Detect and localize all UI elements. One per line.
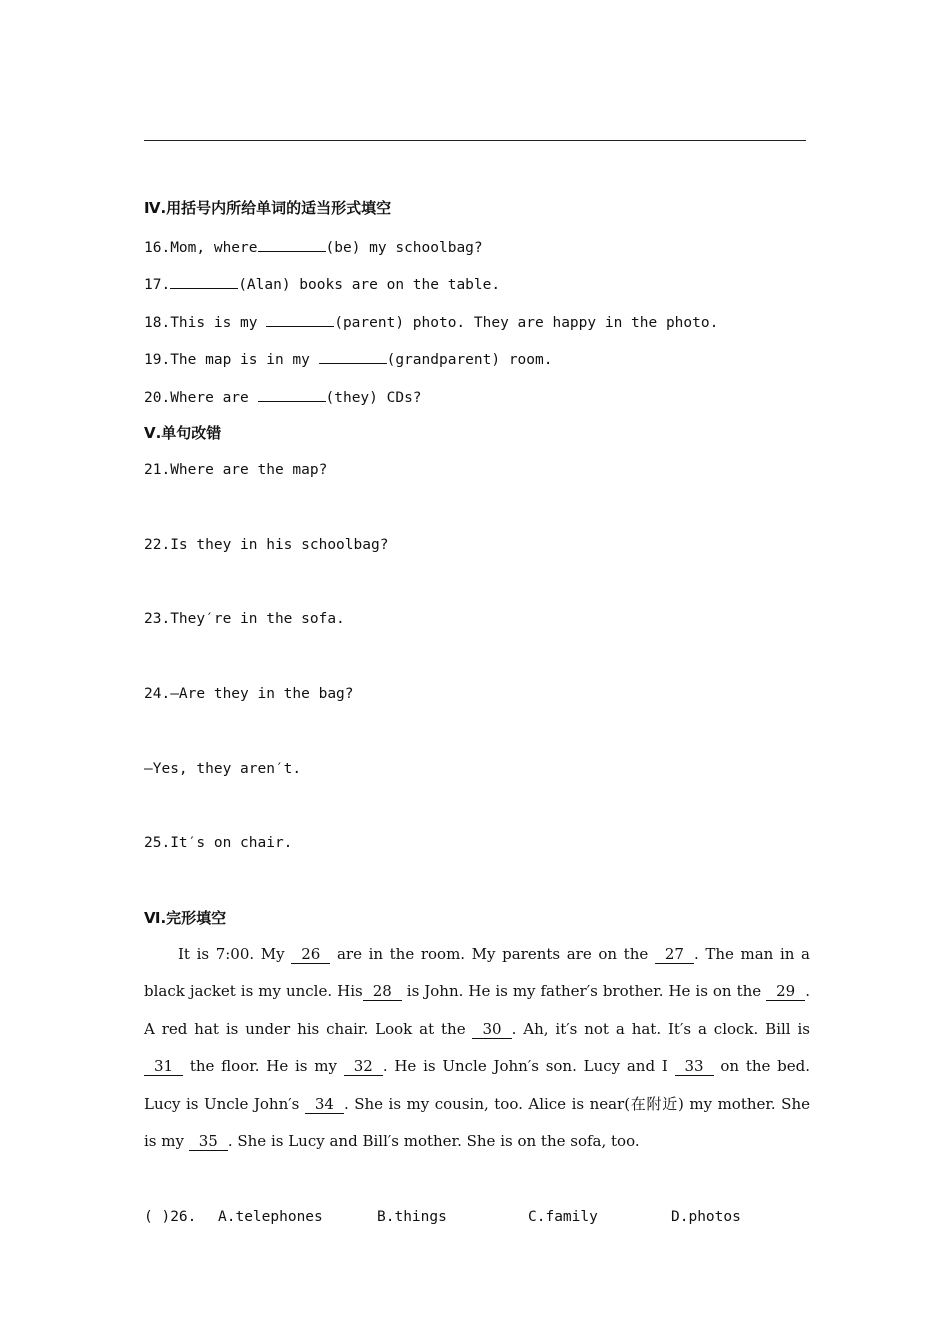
passage-text: on the bed. Lucy is Uncle John′s xyxy=(144,1057,810,1113)
question-17 xyxy=(144,273,500,295)
option-d[interactable]: D.photos xyxy=(671,1209,741,1225)
option-a[interactable]: A.telephones xyxy=(218,1209,323,1225)
question-20-after: (they) CDs? xyxy=(325,390,422,406)
question-16-after: (be) my schoolbag? xyxy=(325,240,483,256)
passage-text: . She is Lucy and Bill′s mother. She is on the sofa, too. xyxy=(227,1132,640,1151)
cloze-blank-34[interactable]: 34 xyxy=(305,1095,344,1114)
answer-blank-16[interactable] xyxy=(258,236,326,252)
question-19 xyxy=(144,348,552,370)
question-16 xyxy=(144,236,483,258)
header-rule xyxy=(144,140,806,141)
question-22: 22.Is they in his schoolbag? xyxy=(144,537,389,553)
cloze-blank-31[interactable]: 31 xyxy=(144,1057,183,1076)
cloze-blank-26[interactable]: 26 xyxy=(291,945,330,964)
section-6-heading: Ⅵ.完形填空 xyxy=(144,909,227,927)
cloze-blank-30[interactable]: 30 xyxy=(472,1020,511,1039)
passage-text: . He is Uncle John′s son. Lucy and I xyxy=(382,1057,675,1076)
cloze-blank-35[interactable]: 35 xyxy=(189,1132,228,1151)
question-19-after: (grandparent) room. xyxy=(386,352,553,368)
question-16-before: 16.Mom, where xyxy=(144,240,258,256)
cloze-blank-29[interactable]: 29 xyxy=(766,982,805,1001)
passage-text: . The man in a black jacket is my uncle. His xyxy=(144,945,810,1001)
question-17-after: (Alan) books are on the table. xyxy=(238,277,501,293)
passage-text: . A red hat is under his chair. Look at the xyxy=(144,982,810,1038)
question-18-after: (parent) photo. They are happy in the photo. xyxy=(334,315,719,331)
question-20 xyxy=(144,386,422,408)
question-19-before: 19.The map is in my xyxy=(144,352,319,368)
passage-text: . Ah, it′s not a hat. It′s a clock. Bill is xyxy=(511,1019,810,1038)
passage-text: is John. He is my father′s brother. He is on the xyxy=(401,982,767,1001)
question-20-before: 20.Where are xyxy=(144,390,258,406)
section-5-heading: Ⅴ.单句改错 xyxy=(144,424,222,442)
answer-blank-18[interactable] xyxy=(266,311,334,327)
cloze-blank-32[interactable]: 32 xyxy=(344,1057,383,1076)
option-b[interactable]: B.things xyxy=(377,1209,447,1225)
cloze-blank-28[interactable]: 28 xyxy=(363,982,402,1001)
passage-text: the floor. He is my xyxy=(183,1057,344,1076)
question-23: 23.They′re in the sofa. xyxy=(144,611,345,627)
cloze-blank-27[interactable]: 27 xyxy=(655,945,694,964)
cloze-passage-body xyxy=(144,945,810,1150)
question-17-before: 17. xyxy=(144,277,171,293)
question-25: 25.It′s on chair. xyxy=(144,835,293,851)
question-24: 24.—Are they in the bag? xyxy=(144,686,354,702)
answer-blank-17[interactable] xyxy=(170,273,238,289)
question-24-reply: —Yes, they aren′t. xyxy=(144,761,302,777)
passage-text: are in the room. My parents are on the xyxy=(330,945,655,963)
question-18 xyxy=(144,311,718,333)
question-26-prefix: ( )26. xyxy=(144,1209,197,1225)
question-18-before: 18.This is my xyxy=(144,315,267,331)
answer-blank-20[interactable] xyxy=(258,386,326,402)
passage-text: . She is my cousin, too. Alice is near(在附近) my mother. She is my xyxy=(144,1094,810,1151)
question-21: 21.Where are the map? xyxy=(144,462,328,478)
section-4-heading: Ⅳ.用括号内所给单词的适当形式填空 xyxy=(144,199,392,217)
answer-blank-19[interactable] xyxy=(319,348,387,364)
cloze-blank-33[interactable]: 33 xyxy=(675,1057,714,1076)
passage-text: It is 7:00. My xyxy=(178,945,292,963)
cloze-passage xyxy=(144,936,810,1160)
option-c[interactable]: C.family xyxy=(528,1209,598,1225)
